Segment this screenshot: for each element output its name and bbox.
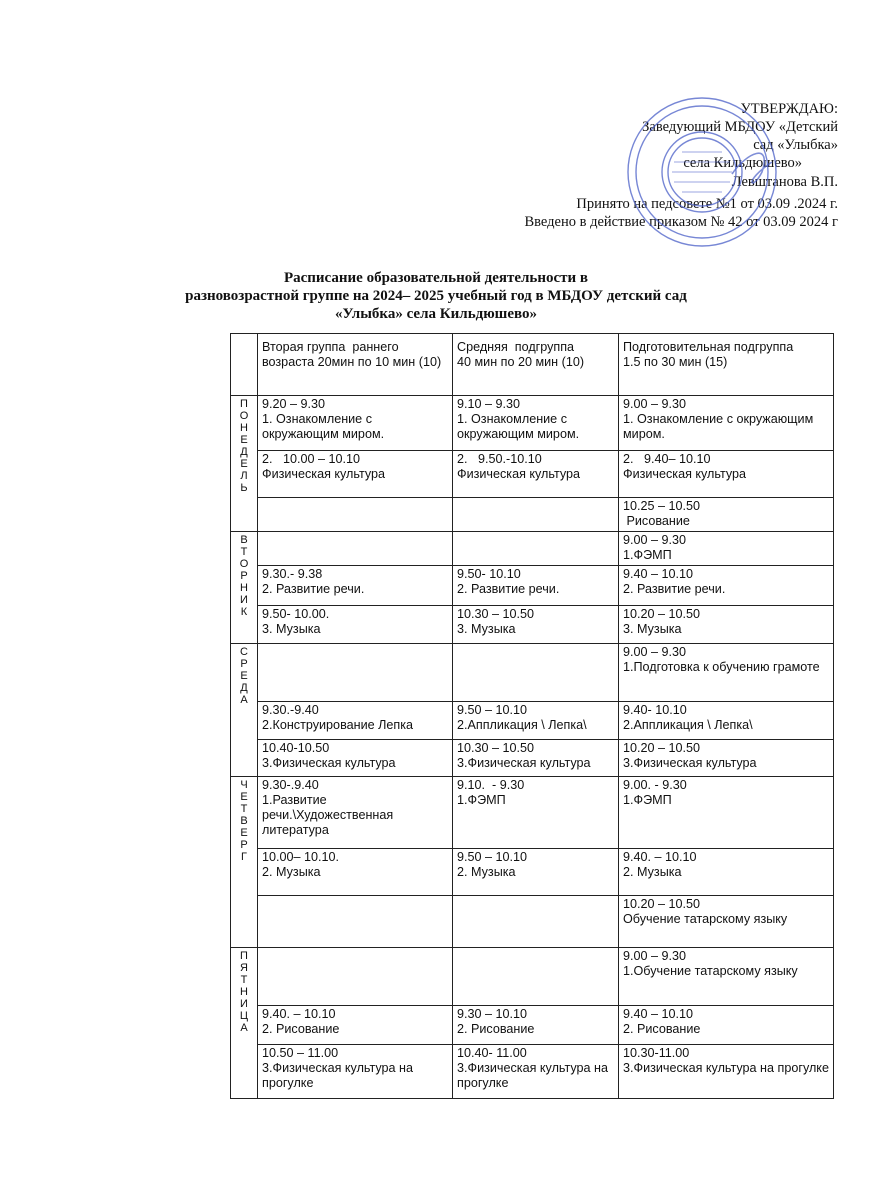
- approval-org-village: села Кильдюшево»: [683, 155, 802, 171]
- schedule-cell: 10.00– 10.10. 2. Музыка: [258, 849, 453, 896]
- schedule-cell: 9.30 – 10.10 2. Рисование: [453, 1006, 619, 1045]
- header-senior-subgroup: Подготовительная подгруппа 1.5 по 30 мин (15): [619, 334, 834, 396]
- schedule-cell: [258, 896, 453, 948]
- schedule-cell: 9.40- 10.10 2.Аппликация \ Лепка\: [619, 702, 834, 740]
- schedule-cell: 9.40. – 10.10 2. Рисование: [258, 1006, 453, 1045]
- schedule-cell: 9.00 – 9.30 1. Ознакомление с окружающим миром.: [619, 396, 834, 451]
- day-label-friday: П Я Т Н И Ц А: [231, 948, 258, 1099]
- corner-cell: [231, 334, 258, 396]
- schedule-cell: 2. 9.50.-10.10 Физическая культура: [453, 451, 619, 498]
- schedule-cell: 9.50 – 10.10 2.Аппликация \ Лепка\: [453, 702, 619, 740]
- schedule-cell: 10.25 – 10.50 Рисование: [619, 498, 834, 532]
- schedule-cell: 10.30 – 10.50 3. Музыка: [453, 606, 619, 644]
- schedule-cell: [258, 948, 453, 1006]
- approval-heading: УТВЕРЖДАЮ:: [740, 101, 838, 117]
- table-row: [231, 948, 834, 1006]
- table-row: [231, 451, 834, 498]
- table-row: [231, 396, 834, 451]
- schedule-cell: [453, 896, 619, 948]
- schedule-cell: 9.30-.9.40 1.Развитие речи.\Художественная литература: [258, 777, 453, 849]
- table-row: [231, 606, 834, 644]
- approval-order: Введено в действие приказом № 42 от 03.09 2024 г: [524, 214, 838, 230]
- schedule-cell: 9.50- 10.10 2. Развитие речи.: [453, 566, 619, 606]
- schedule-cell: [453, 948, 619, 1006]
- table-header-row: [231, 334, 834, 396]
- schedule-cell: 10.40-10.50 3.Физическая культура: [258, 740, 453, 777]
- schedule-cell: 2. 10.00 – 10.10 Физическая культура: [258, 451, 453, 498]
- doc-title-line2: разновозрастной группе на 2024– 2025 учебный год в МБДОУ детский сад: [185, 288, 687, 304]
- schedule-cell: 10.20 – 10.50 Обучение татарскому языку: [619, 896, 834, 948]
- table-row: [231, 896, 834, 948]
- table-row: [231, 849, 834, 896]
- day-label-tuesday: В Т О Р Н И К: [231, 532, 258, 644]
- doc-title-line1: Расписание образовательной деятельности в: [283, 270, 589, 286]
- header-junior-group: Вторая группа раннего возраста 20мин по 10 мин (10): [258, 334, 453, 396]
- schedule-table: [230, 333, 834, 1099]
- schedule-cell: 2. 9.40– 10.10 Физическая культура: [619, 451, 834, 498]
- schedule-cell: 10.30-11.00 3.Физическая культура на прогулке: [619, 1045, 834, 1099]
- schedule-cell: 10.50 – 11.00 3.Физическая культура на прогулке: [258, 1045, 453, 1099]
- schedule-cell: [258, 532, 453, 566]
- schedule-cell: 9.10 – 9.30 1. Ознакомление с окружающим миром.: [453, 396, 619, 451]
- doc-title-line3: «Улыбка» села Кильдюшево»: [334, 306, 537, 322]
- schedule-cell: 10.40- 11.00 3.Физическая культура на прогулке: [453, 1045, 619, 1099]
- schedule-cell: 10.20 – 10.50 3.Физическая культура: [619, 740, 834, 777]
- schedule-cell: [453, 498, 619, 532]
- schedule-cell: [258, 644, 453, 702]
- day-label-thursday: Ч Е Т В Е Р Г: [231, 777, 258, 948]
- schedule-cell: 10.20 – 10.50 3. Музыка: [619, 606, 834, 644]
- table-row: [231, 777, 834, 849]
- schedule-cell: [453, 532, 619, 566]
- table-row: [231, 498, 834, 532]
- schedule-cell: 9.00 – 9.30 1.Обучение татарскому языку: [619, 948, 834, 1006]
- table-row: [231, 1006, 834, 1045]
- schedule-cell: 9.20 – 9.30 1. Ознакомление с окружающим миром.: [258, 396, 453, 451]
- table-row: [231, 532, 834, 566]
- schedule-cell: 9.40 – 10.10 2. Рисование: [619, 1006, 834, 1045]
- table-row: [231, 740, 834, 777]
- seal-stamp: [622, 92, 782, 252]
- approval-pedsovet: Принято на педсовете №1 от 03.09 .2024 г.: [576, 196, 838, 212]
- schedule-cell: 9.40. – 10.10 2. Музыка: [619, 849, 834, 896]
- table-row: [231, 566, 834, 606]
- schedule-cell: [258, 498, 453, 532]
- day-label-wednesday: С Р Е Д А: [231, 644, 258, 777]
- schedule-cell: 9.00. - 9.30 1.ФЭМП: [619, 777, 834, 849]
- approval-org-name: сад «Улыбка»: [753, 137, 838, 153]
- schedule-cell: 10.30 – 10.50 3.Физическая культура: [453, 740, 619, 777]
- schedule-cell: [453, 644, 619, 702]
- schedule-cell: 9.00 – 9.30 1.Подготовка к обучению грамоте: [619, 644, 834, 702]
- day-label-monday: П О Н Е Д Е Л Ь: [231, 396, 258, 532]
- schedule-cell: 9.50- 10.00. 3. Музыка: [258, 606, 453, 644]
- schedule-cell: 9.50 – 10.10 2. Музыка: [453, 849, 619, 896]
- schedule-cell: 9.30.-9.40 2.Конструирование Лепка: [258, 702, 453, 740]
- schedule-cell: 9.10. - 9.30 1.ФЭМП: [453, 777, 619, 849]
- approval-position: Заведующий МБДОУ «Детский: [642, 119, 838, 135]
- table-row: [231, 702, 834, 740]
- schedule-cell: 9.30.- 9.38 2. Развитие речи.: [258, 566, 453, 606]
- approval-signatory: Левштанова В.П.: [731, 174, 838, 190]
- schedule-cell: 9.40 – 10.10 2. Развитие речи.: [619, 566, 834, 606]
- table-row: [231, 644, 834, 702]
- header-middle-subgroup: Средняя подгруппа 40 мин по 20 мин (10): [453, 334, 619, 396]
- schedule-cell: 9.00 – 9.30 1.ФЭМП: [619, 532, 834, 566]
- table-row: [231, 1045, 834, 1099]
